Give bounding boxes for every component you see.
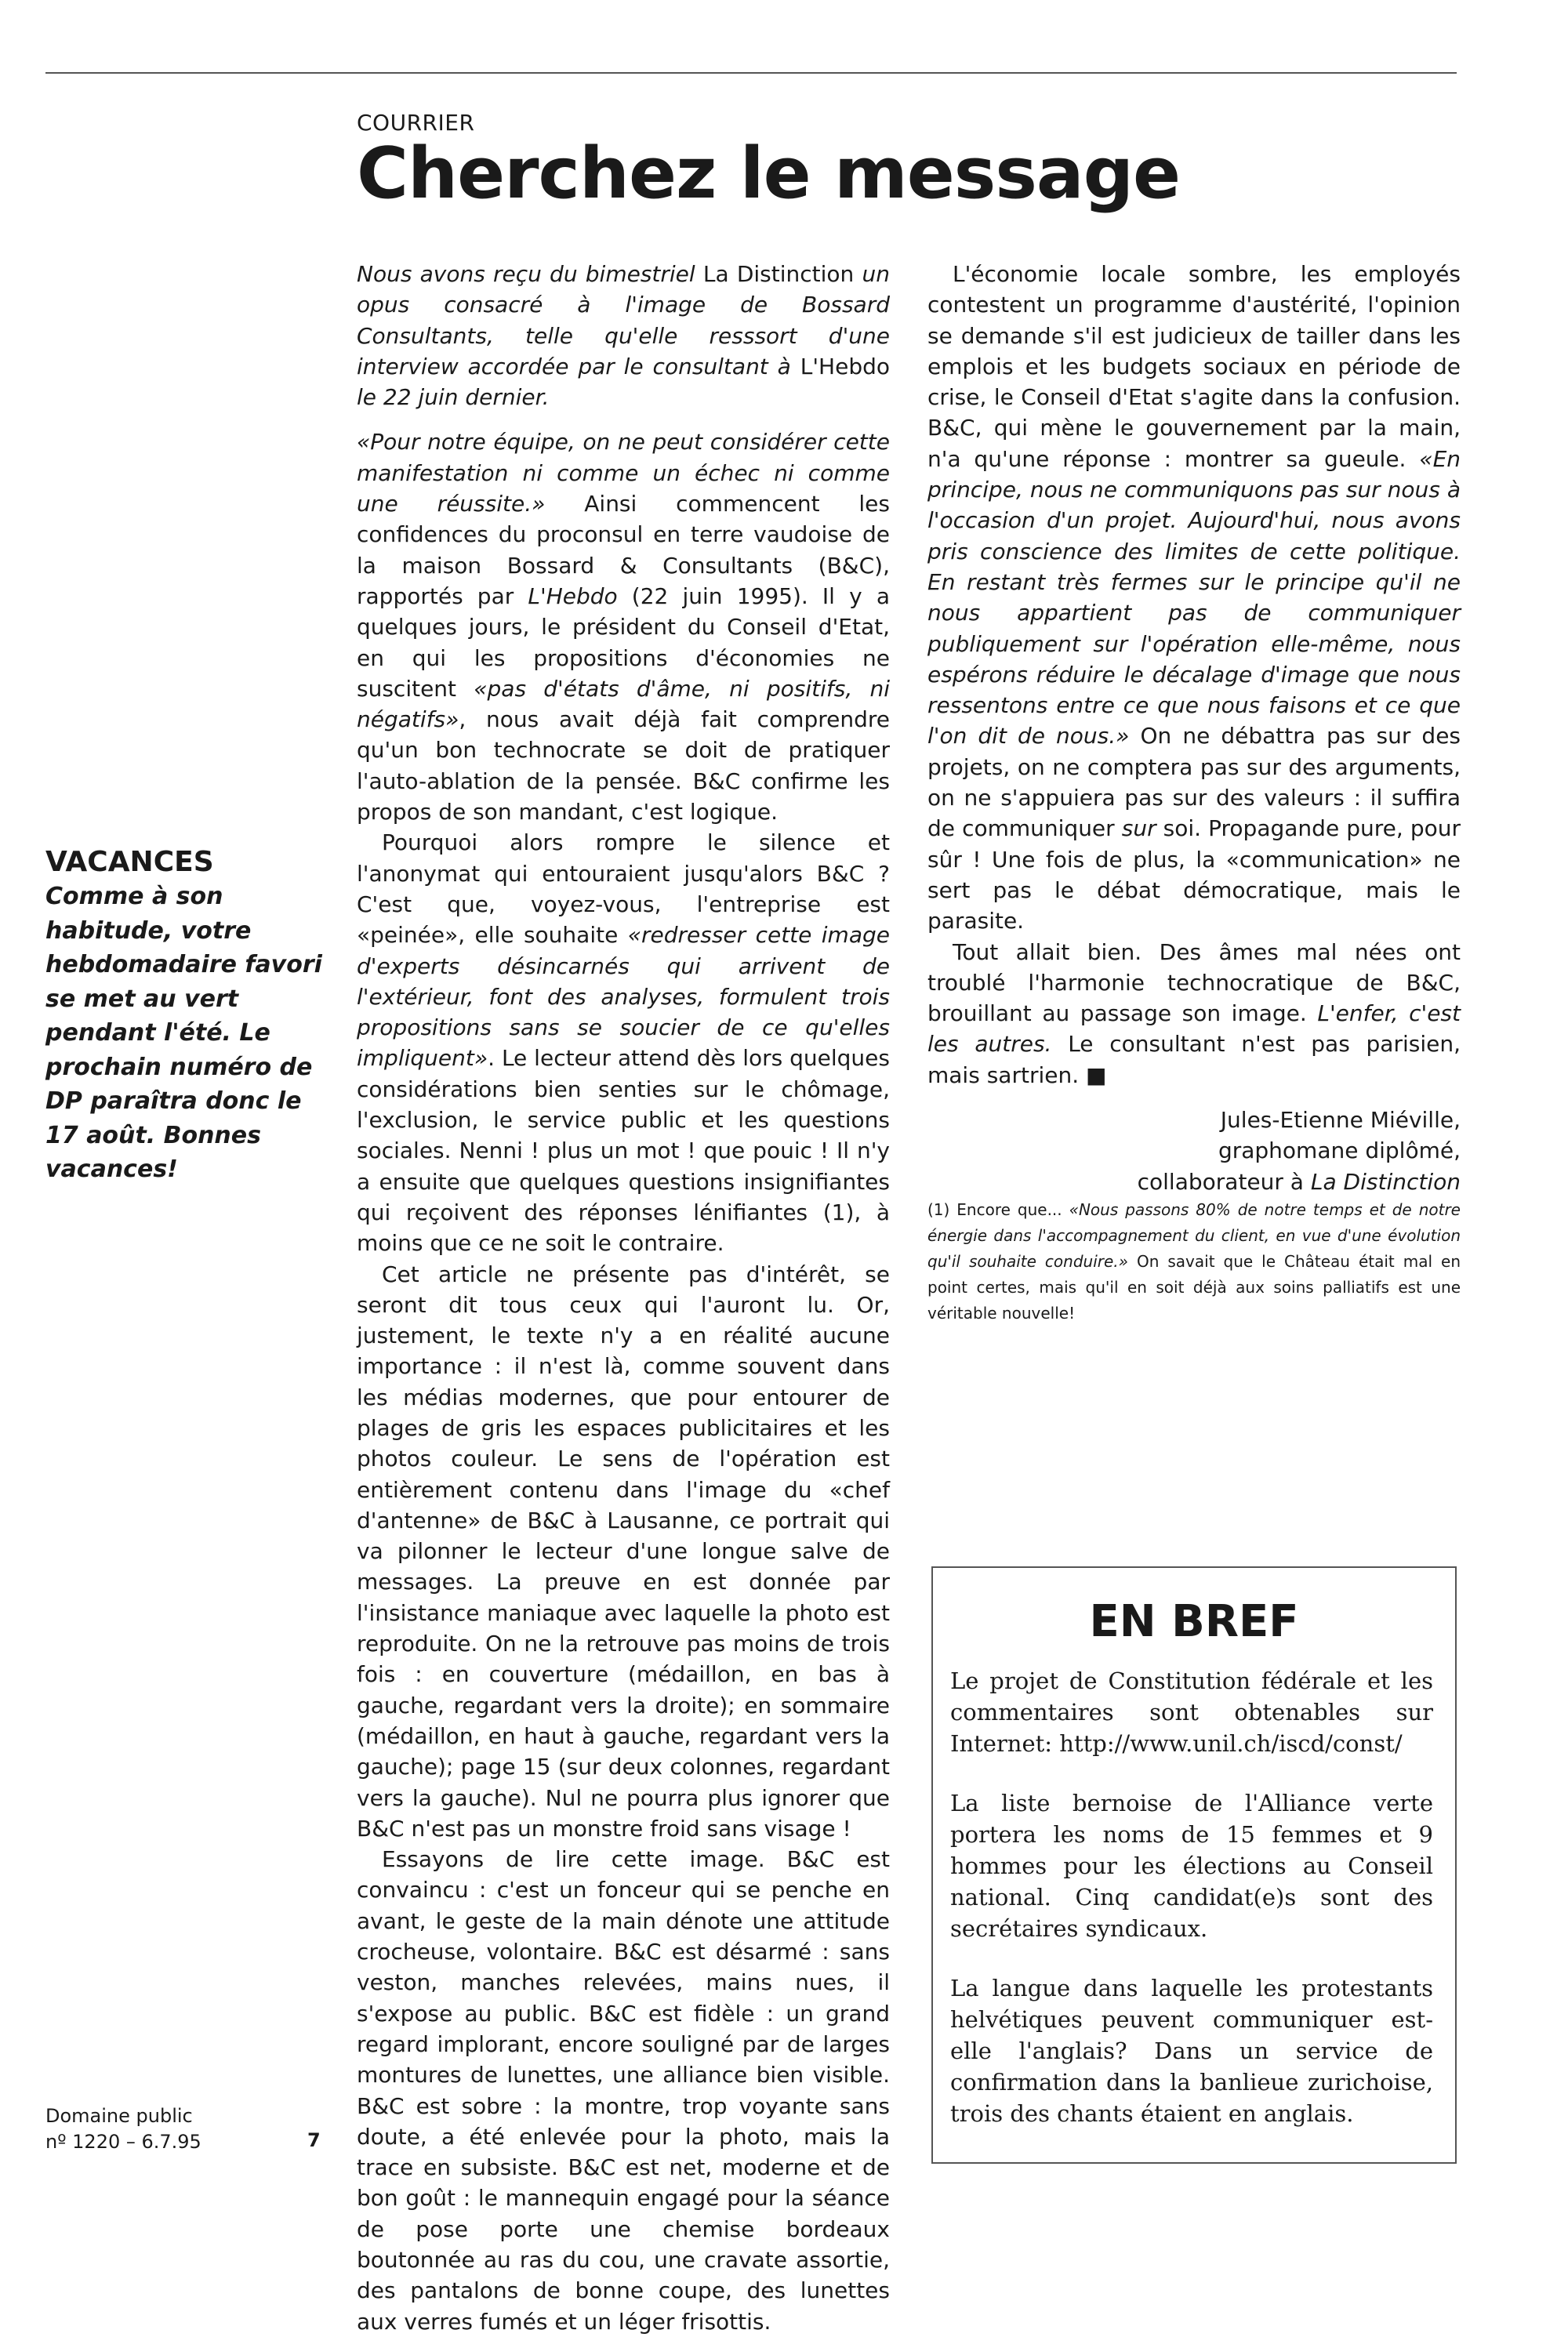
emphasis: sur [1121,815,1156,842]
text-run: (22 juin 1995). Il y a quelques jours, le président du Conseil d'Etat, en qui les propositions d'économies ne suscitent [357,582,890,702]
publication-info [45,2103,201,2155]
text-run: On ne débattra pas sur des projets, on ne comptera pas sur des arguments, on ne s'appuiera pas sur des valeurs : il suffira de communiquer [927,723,1461,842]
text-run: soi. Propagande pure, pour sûr ! Une fois de plus, la «communication» ne sert pas le débat démocratique, mais le parasite. [927,815,1461,934]
intro-text: le 22 juin dernier. [357,384,550,411]
notice-text: Comme à son habitude, votre hebdomadaire favori se met au vert pendant l'été. Le prochain numéro de DP paraîtra donc le 17 août. Bonnes vacances! [45,883,322,1183]
article-title: Cherchez le message [357,132,1181,215]
quote: L'enfer, c'est les autres. [927,1000,1461,1058]
paragraph [927,259,1461,937]
quote: «Nous passons 80% de notre temps et de notre énergie dans l'accompagnement du client, en vue d'une évolution qu'il souhaite conduire.» [927,1199,1461,1271]
en-bref-item: Le projet de Constitution fédérale et les commentaires sont obtenables sur Internet: http://www.unil.ch/iscd/const/ [950,1667,1433,1757]
quote: «En principe, nous ne communiquons pas sur nous à l'occasion d'un projet. Aujourd'hui, nous avons pris conscience des limites de cette politique. En restant très fermes sur le principe qu'il ne nous appartient pas de communiquer publiquement sur l'opération elle-même, nous espérons réduire le décalage d'image que nous ressentons entre ce que nous faisons et ce que l'on dit de nous.» [927,445,1461,749]
signature [927,1105,1461,1197]
quote: «redresser cette image d'experts désincarnés qui arrivent de l'extérieur, font des analyses, formulent trois propositions sans se soucier de ce qu'elles impliquent» [357,922,890,1072]
intro-text: Nous avons reçu du bimestriel [357,261,703,287]
paragraph: Cet article ne présente pas d'intérêt, se seront dit tous ceux qui l'auront lu. Or, justement, le texte n'y a en réalité aucune importance : il n'est là, comme souvent dans les médias modernes, que pour entourer de plages de gris les espaces publicitaires et les photos couleur. Le sens de l'opération est entièrement contenu dans l'image du «chef d'antenne» de B&C à Lausanne, ce portrait qui va pilonner le lecteur d'une longue salve de messages. La preuve en est donnée par l'insistance maniaque avec laquelle la photo est reproduite. On ne la retrouve pas moins de trois fois : en couverture (médaillon, en bas à gauche, regardant vers la droite); en sommaire (médaillon, en haut à gauche, regardant vers la gauche); page 15 (sur deux colonnes, regardant vers la gauche). Nul ne pourra plus ignorer que B&C n'est pas un monstre froid sans visage ! [357,1261,890,1842]
paragraph [357,827,890,1258]
paragraph [357,426,890,827]
text-run: Tout allait bien. Des âmes mal nées ont troublé l'harmonie technocratique de B&C, brouillant au passage son image. [927,938,1461,1027]
publication-name: L'Hebdo [528,582,618,609]
intro-text: un opus consacré à l'image de Bossard Consultants, telle qu'elle resssort d'une interview accordée par le consultant à [357,261,890,379]
en-bref-item: La liste bernoise de l'Alliance verte portera les noms de 15 femmes et 9 hommes pour les élections au Conseil national. Cinq candidat(e)s sont des secrétaires syndicaux. [950,1790,1433,1942]
issue-number: nº 1220 – 6.7.95 [45,2131,201,2153]
signature-publication: La Distinction [1310,1168,1461,1195]
text-run: Pourquoi alors rompre le silence et l'anonymat qui entouraient jusqu'alors B&C ? C'est que, voyez-vous, l'entreprise est «peinée», elle souhaite [357,829,890,949]
quote: «pas d'états d'âme, ni positifs, ni négatifs» [357,675,890,733]
quote: «Pour notre équipe, on ne peut considérer cette manifestation ni comme un échec ni comme une réussite.» [357,429,890,517]
en-bref-box [931,1566,1457,2164]
notice-title: VACANCES [45,846,214,878]
text-run: Le consultant n'est pas parisien, mais sartrien. ■ [927,1031,1461,1088]
page-number: 7 [307,2129,321,2151]
intro-publication: L'Hebdo [800,353,890,379]
text-run: On savait que le Château était mal en point certes, mais qu'il en soit déjà aux soins palliatifs est une véritable nouvelle! [927,1251,1461,1323]
section-label: COURRIER [357,110,475,136]
top-rule [45,72,1457,74]
footnote [927,1197,1461,1326]
article-column-1 [357,259,890,2337]
signature-title: graphomane diplômé, [1218,1138,1461,1164]
paragraph [927,937,1461,1090]
en-bref-item: La langue dans laquelle les protestants helvétiques peuvent communiquer est-elle l'anglais? Dans un service de confirmation dans la banlieue zurichoise, trois des chants étaient en anglais. [950,1975,1433,2127]
signature-affiliation: collaborateur à [1137,1168,1311,1195]
text-run: (1) Encore que... [927,1199,1069,1219]
publication-name: Domaine public [45,2105,193,2127]
text-run: L'économie locale sombre, les employés contestent un programme d'austérité, l'opinion se demande s'il est judicieux de tailler dans les emplois et les budgets sociaux en période de crise, le Conseil d'Etat s'agite dans la confusion. B&C, qui mène le gouvernement par la main, n'a qu'une réponse : montrer sa gueule. [927,261,1461,472]
text-run: . Le lecteur attend dès lors quelques considérations bien senties sur le chômage, l'exclusion, le service public et les questions sociales. Nenni ! plus un mot ! que pouic ! Il n'y a ensuite que quelques questions insignifiantes qui reçoivent des réponses lénifiantes (1), à moins que ce ne soit le contraire. [357,1045,890,1257]
text-run: Ainsi commencent les confidences du proconsul en terre vaudoise de la maison Bossard & Consultants (B&C), rapportés par [357,491,890,609]
vacances-notice [45,845,328,1187]
intro-publication: La Distinction [702,261,855,287]
text-run: , nous avait déjà fait comprendre qu'un bon technocrate se doit de pratiquer l'auto-ablation de la pensée. B&C confirme les propos de son mandant, c'est logique. [357,706,890,826]
signature-name: Jules-Etienne Miéville, [1220,1107,1461,1134]
en-bref-title: EN BREF [1089,1596,1299,1647]
article-intro [357,259,890,412]
en-bref-items [950,1665,1433,2129]
paragraph: Essayons de lire cette image. B&C est convaincu : c'est un fonceur qui se penche en avant, le geste de la main dénote une attitude crocheuse, volontaire. B&C est désarmé : sans veston, manches relevées, mains nues, il s'expose au public. B&C est fidèle : un grand regard implorant, encore souligné par de larges montures de lunettes, une alliance bien visible. B&C est sobre : la montre, trop voyante sans doute, a été enlevée pour la photo, mais la trace en subsiste. B&C est net, moderne et de bon goût : le mannequin engagé pour la séance de pose porte une chemise bordeaux boutonnée au ras du cou, une cravate assortie, des pantalons de bonne coupe, des lunettes aux verres fumés et un léger frisottis. [357,1846,890,2335]
article-column-2-content [927,259,1461,1326]
